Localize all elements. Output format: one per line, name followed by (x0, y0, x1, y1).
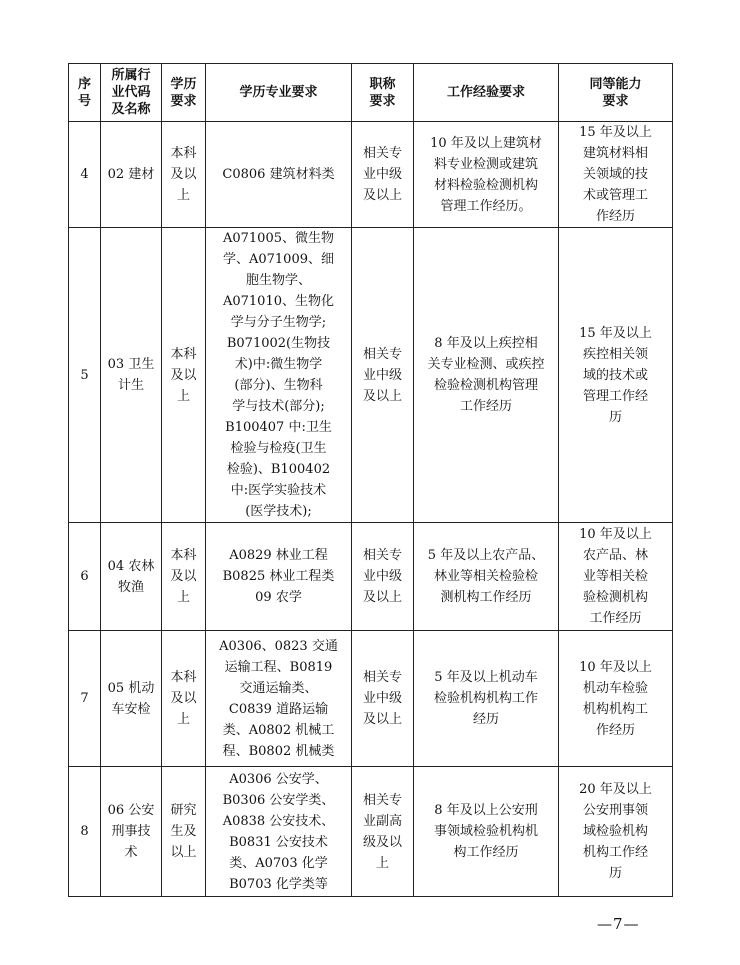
header-industry: 所属行 业代码 及名称 (101, 64, 162, 122)
header-no: 序 号 (69, 64, 101, 122)
cell-experience: 10 年及以上建筑材 料专业检测或建筑 材料检验检测机构 管理工作经历。 (414, 122, 559, 228)
cell-industry: 04 农林 牧渔 (101, 523, 162, 631)
cell-title: 相关专 业中级 及以上 (352, 122, 414, 228)
cell-equivalent: 20 年及以上 公安刑事领 域检验机构 机构工作经 历 (559, 767, 673, 897)
cell-experience: 8 年及以上公安刑 事领域检验机构机 构工作经历 (414, 767, 559, 897)
cell-major: C0806 建筑材料类 (206, 122, 352, 228)
cell-title: 相关专 业中级 及以上 (352, 523, 414, 631)
cell-major: A0306 公安学、 B0306 公安学类、 A0838 公安技术、 B0831 公安技术 类、A0703 化学 B0703 化学类等 (206, 767, 352, 897)
requirements-table (68, 63, 673, 897)
cell-major: A0306、0823 交通 运输工程、B0819 交通运输类、 C0839 道路运输 类、A0802 机械工 程、B0802 机械类 (206, 631, 352, 767)
cell-equivalent: 10 年及以上 机动车检验 机构机构工 作经历 (559, 631, 673, 767)
cell-no: 6 (69, 523, 101, 631)
cell-major: A071005、微生物 学、A071009、细 胞生物学、 A071010、生物化 学与分子生物学; B071002(生物技 术)中:微生物学 (部分)、生物科 学与技术(部分); B100407 中:卫生 检验与检疫(卫生 检验)、B100402 中:医学实验技术 (医学技术); (206, 228, 352, 523)
cell-title: 相关专 业中级 及以上 (352, 631, 414, 767)
cell-education: 研究 生及 以上 (162, 767, 206, 897)
cell-industry: 06 公安 刑事技 术 (101, 767, 162, 897)
header-experience: 工作经验要求 (414, 64, 559, 122)
page-number: —7— (597, 915, 640, 933)
cell-title: 相关专 业中级 及以上 (352, 228, 414, 523)
cell-equivalent: 10 年及以上 农产品、林 业等相关检 验检测机构 工作经历 (559, 523, 673, 631)
cell-industry: 05 机动 车安检 (101, 631, 162, 767)
cell-equivalent: 15 年及以上 疾控相关领 域的技术或 管理工作经 历 (559, 228, 673, 523)
cell-industry: 02 建材 (101, 122, 162, 228)
cell-major: A0829 林业工程 B0825 林业工程类 09 农学 (206, 523, 352, 631)
cell-experience: 5 年及以上机动车 检验机构机构工作 经历 (414, 631, 559, 767)
table-row (69, 631, 673, 767)
cell-education: 本科 及以 上 (162, 228, 206, 523)
cell-no: 4 (69, 122, 101, 228)
cell-education: 本科 及以 上 (162, 122, 206, 228)
cell-experience: 5 年及以上农产品、 林业等相关检验检 测机构工作经历 (414, 523, 559, 631)
table-header-row (69, 64, 673, 122)
cell-education: 本科 及以 上 (162, 523, 206, 631)
cell-no: 5 (69, 228, 101, 523)
cell-experience: 8 年及以上疾控相 关专业检测、或疾控 检验检测机构管理 工作经历 (414, 228, 559, 523)
cell-education: 本科 及以 上 (162, 631, 206, 767)
cell-title: 相关专 业副高 级及以 上 (352, 767, 414, 897)
cell-industry: 03 卫生 计生 (101, 228, 162, 523)
header-education: 学历 要求 (162, 64, 206, 122)
table-row (69, 523, 673, 631)
header-title: 职称 要求 (352, 64, 414, 122)
cell-equivalent: 15 年及以上 建筑材料相 关领域的技 术或管理工 作经历 (559, 122, 673, 228)
table-row (69, 228, 673, 523)
table-row (69, 767, 673, 897)
header-major: 学历专业要求 (206, 64, 352, 122)
header-equivalent: 同等能力 要求 (559, 64, 673, 122)
cell-no: 7 (69, 631, 101, 767)
table-row (69, 122, 673, 228)
cell-no: 8 (69, 767, 101, 897)
